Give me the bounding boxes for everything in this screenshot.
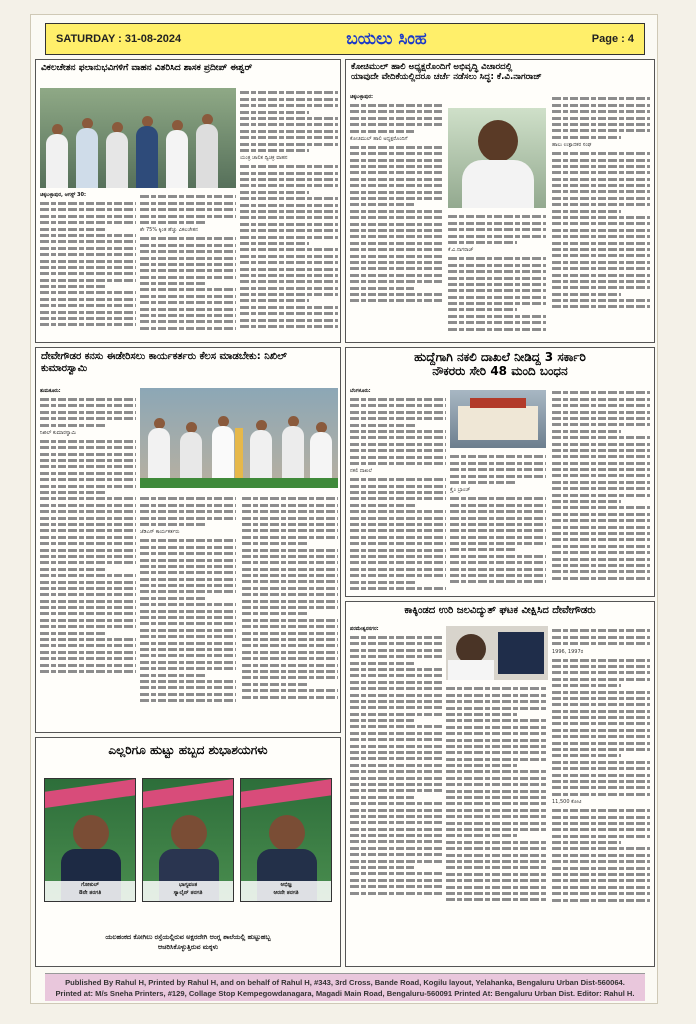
imprint-footer [45, 973, 645, 1001]
student-class: ಸ್ಯಾಲೈನ್ ತರಗತಿ [173, 890, 203, 896]
story-column [446, 684, 548, 962]
story-text: ಜೆಡಿಎಸ್ ಕಾರ್ಯಕರ್ತರು [140, 529, 180, 536]
student-class: 8ನೇ ತರಗತಿ [78, 890, 102, 896]
story-column [552, 388, 650, 592]
birthday-wishes-box [35, 737, 341, 967]
story-text: ಯಂತ್ರ ಚಾಲಿತ ದ್ವಿಚಕ್ರ ವಾಹನ [240, 155, 288, 162]
wishes-caption: ಯಲಹಂಕದ ಕೋಗಿಲು ರಸ್ತೆಯಲ್ಲಿರುವ ಅಕ್ಷರದೇಗಿ ಆಂಗ್ಲ ಶಾಲೆಯಲ್ಲಿ ಹುಟ್ಟುಹಬ್ಬ ಆಚರಿಸಿಕೊಳ್ಳುತ್ತಿರುವ ಮಕ್ಕಳು [105, 933, 271, 951]
page-number: Page : 4 [591, 33, 634, 45]
story-column [40, 388, 136, 728]
imprint-line: Printed at: M/s Sneha Printers, #129, Collage Stop Kempegowdanagara, Magadi Main Road, Bengaluru-560091 Printed At: Bengaluru Urban Dist. Editor: Rahul H. [55, 989, 635, 998]
story-column [552, 626, 650, 962]
story-text: 11,500 ಕೋಟಿ [552, 799, 582, 806]
story-photo [450, 390, 546, 448]
story-photo [140, 388, 338, 488]
story-text: ಕೋಚಿಮುಲ್ ಹಾಲಿ ಅಧ್ಯಕ್ಷರೊಂದಿಗೆ [350, 135, 408, 142]
student-photo [240, 778, 332, 902]
story-column [40, 192, 136, 338]
story-text: ಕೆ.ವಿ.ನಾಗರಾಜ್ [448, 247, 474, 254]
story-photo [40, 88, 236, 188]
story-dateline: ಬೆಂಗಳೂರು: [350, 388, 371, 394]
newspaper-page [30, 14, 658, 1004]
masthead [45, 23, 645, 55]
imprint-line: Published By Rahul H, Printed by Rahul H, and on behalf of Rahul H, #343, 3rd Cross, Bande Road, Kogilu layout, Yelahanka, Bengaluru Urban Dist-560064. [65, 978, 625, 987]
story-dateline: ತುಮಕೂರು: [40, 388, 61, 394]
newspaper-name: ಬಯಲು ಸಿಂಹ [346, 29, 427, 49]
story-hydro-plant [345, 601, 655, 967]
story-text: ಹಾಲು ಉತ್ಪಾದಕರ ಸಂಘ [552, 142, 592, 149]
story-vehicle-distribution [35, 59, 341, 343]
story-headline: ದೇವೇಗೌಡರ ಕನಸು ಈಡೇರಿಸಲು ಕಾರ್ಯಕರ್ತರು ಕೆಲಸ ಮಾಡಬೇಕು: ನಿಖಿಲ್ ಕುಮಾರಸ್ವಾಮಿ [41, 351, 287, 374]
issue-date: SATURDAY : 31-08-2024 [56, 33, 182, 45]
story-headline: ಹುದ್ದೆಗಾಗಿ ನಕಲಿ ದಾಖಲೆ ನೀಡಿದ್ದ 3 ಸರ್ಕಾರಿ ನೌಕರರು ಸೇರಿ 48 ಮಂದಿ ಬಂಧನ [414, 350, 586, 378]
story-headline: ಕೋಚಿಮುಲ್ ಹಾಲಿ ಅಧ್ಯಕ್ಷರೊಂದಿಗೆ ಅಭಿವೃದ್ಧಿ ವಿಚಾರದಲ್ಲಿ ಯಾವುದೇ ವೇದಿಕೆಯಲ್ಲಿದರೂ ಚರ್ಚೆ ನಡೆಸಲು ಸಿದ್ಧ: ಕೆ.ವಿ.ನಾಗರಾಜ್ [351, 62, 542, 82]
story-column [350, 388, 446, 592]
story-text: ಕ್ರೈಂ ಬ್ರಾಂಚ್ [450, 487, 471, 494]
story-column [552, 94, 650, 338]
story-photo [446, 626, 548, 680]
student-name: ಅಭಿಜ್ಞ [280, 882, 292, 888]
story-text: ಶೇ 75% ಕ್ಕಿಂತ ಹೆಚ್ಚು ವಿಕಲಚೇತನ [140, 227, 198, 234]
story-headline: ಕಾಕ್ಕಿಂಡದ ಉರಿ ಜಲವಿದ್ಯುತ್ ಘಟಕ ವೀಕ್ಷಿಸಿದ ದೇವೇಗೌಡರು [404, 605, 596, 616]
story-dateline: ಪರಮೇಶ್ವರನಗರ: [350, 626, 379, 632]
wishes-headline: ಎಲ್ಲರಿಗೂ ಹುಟ್ಟು ಹಬ್ಬದ ಶುಭಾಶಯಗಳು [108, 743, 268, 757]
story-column [240, 88, 338, 338]
story-column [448, 212, 546, 338]
story-text: ನಕಲಿ ದಾಖಲೆ [350, 468, 372, 475]
story-column [140, 192, 236, 338]
story-column [450, 452, 546, 592]
story-text: ನಿಖಿಲ್ ಕುಮಾರಸ್ವಾಮಿ [40, 429, 77, 436]
story-column [242, 494, 338, 728]
story-column [140, 494, 236, 728]
story-photo [448, 108, 546, 208]
student-photo [44, 778, 136, 902]
story-headline: ವಿಕಲಚೇತನ ಫಲಾನುಭವಿಗಳಿಗೆ ವಾಹನ ವಿತರಿಸಿದ ಶಾಸಕ ಪ್ರದೀಪ್ ಈಶ್ವರ್ [36, 60, 340, 76]
student-class: ಆರನೇ ತರಗತಿ [273, 890, 299, 896]
story-devegowda-dream [35, 347, 341, 733]
story-text: 1996, 1997ರ [552, 648, 584, 655]
story-dateline: ಚಿಕ್ಕಬಳ್ಳಾಪುರ: [350, 94, 373, 100]
student-photo [142, 778, 234, 902]
story-kochimul [345, 59, 655, 343]
story-column [350, 94, 442, 338]
story-column [350, 626, 442, 962]
student-name: ಗೋಕುಲ್ [81, 882, 99, 888]
story-dateline: ಚಿಕ್ಕಬಳ್ಳಾಪುರ, ಆಗಸ್ಟ್ 30: [40, 192, 86, 198]
story-fake-documents-arrest [345, 347, 655, 597]
student-name: ಭಾಗ್ಯವಂತ [178, 882, 198, 888]
